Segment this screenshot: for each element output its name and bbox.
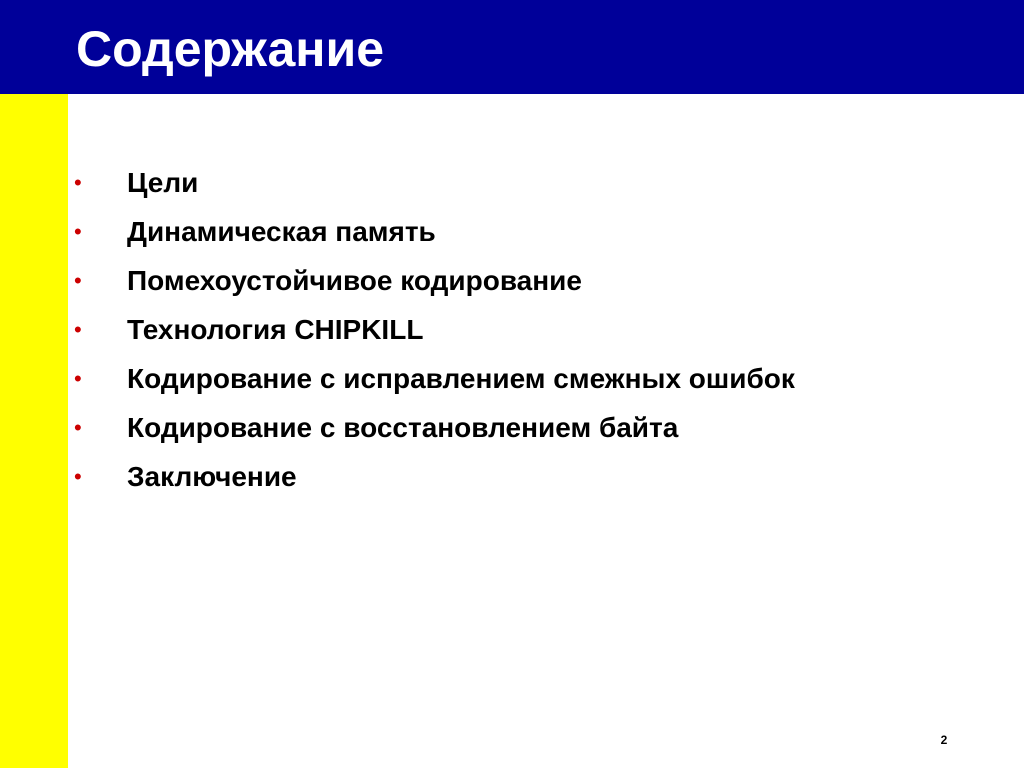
- bullet-icon: •: [74, 415, 82, 440]
- list-item-label: Заключение: [127, 461, 297, 492]
- list-item-label: Помехоустойчивое кодирование: [127, 265, 582, 296]
- list-item-label: Технология CHIPKILL: [127, 314, 424, 345]
- bullet-icon: •: [74, 464, 82, 489]
- list-item-byte-recovery-coding: [70, 407, 1010, 456]
- list-item-error-correcting-coding: [70, 260, 1010, 309]
- list-item-goals: [70, 162, 1010, 211]
- list-item-chipkill: [70, 309, 1010, 358]
- bullet-icon: •: [74, 219, 82, 244]
- side-accent-stripe: [0, 94, 68, 768]
- title-bar: [0, 0, 1024, 94]
- bullet-icon: •: [74, 366, 82, 391]
- bullet-icon: •: [74, 268, 82, 293]
- list-item-dynamic-memory: [70, 211, 1010, 260]
- list-item-label: Кодирование с восстановлением байта: [127, 412, 679, 443]
- list-item-label: Цели: [127, 167, 199, 198]
- list-item-label: Кодирование с исправлением смежных ошибок: [127, 363, 795, 394]
- bullet-icon: •: [74, 170, 82, 195]
- list-item-adjacent-error-coding: [70, 358, 1010, 407]
- list-item-label: Динамическая память: [127, 216, 436, 247]
- list-item-conclusion: [70, 456, 1010, 505]
- page-number: 2: [940, 733, 948, 747]
- contents-list: [70, 162, 1010, 505]
- slide-title: Содержание: [76, 21, 385, 77]
- bullet-icon: •: [74, 317, 82, 342]
